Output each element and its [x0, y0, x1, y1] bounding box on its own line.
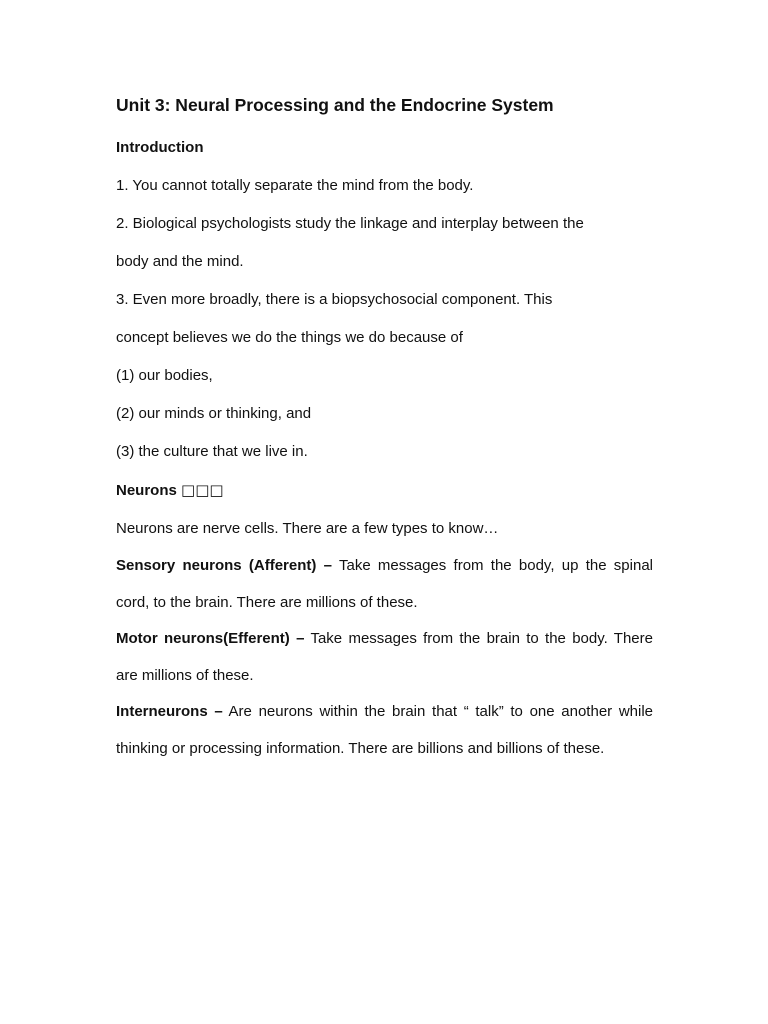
neurons-heading-text: Neurons	[116, 482, 177, 499]
motor-neurons-text: Take messages from the brain to the body. There are millions of these.	[116, 630, 653, 684]
intro-line-4: 3. Even more broadly, there is a biopsychosocial component. This	[116, 291, 553, 308]
intro-line-2: 2. Biological psychologists study the linkage and interplay between the	[116, 215, 584, 232]
interneurons-paragraph	[116, 694, 653, 767]
neurons-intro: Neurons are nerve cells. There are a few types to know…	[116, 520, 499, 537]
intro-line-6: (1) our bodies,	[116, 367, 213, 384]
neurons-heading	[116, 471, 653, 510]
intro-line-1: 1. You cannot totally separate the mind from the body.	[116, 177, 474, 194]
document-page	[116, 93, 653, 767]
motor-neurons-term: Motor neurons(Efferent) –	[116, 630, 305, 647]
intro-line-3: body and the mind.	[116, 253, 244, 270]
interneurons-text: Are neurons within the brain that “ talk” to one another while thinking or processing information. There are billions and billions of these.	[116, 703, 654, 757]
intro-line-7: (2) our minds or thinking, and	[116, 405, 312, 422]
sensory-neurons-term: Sensory neurons (Afferent) –	[116, 557, 332, 574]
motor-neurons-paragraph	[116, 621, 653, 694]
document-title: Unit 3: Neural Processing and the Endocrine System	[116, 95, 554, 115]
introduction-heading: Introduction	[116, 139, 204, 156]
sensory-neurons-text: Take messages from the body, up the spinal cord, to the brain. There are millions of these.	[116, 557, 653, 611]
missing-glyph-boxes: □□□	[181, 481, 224, 499]
sensory-neurons-paragraph	[116, 548, 653, 621]
intro-line-5: concept believes we do the things we do because of	[116, 329, 463, 346]
intro-line-8: (3) the culture that we live in.	[116, 443, 308, 460]
interneurons-term: Interneurons –	[116, 703, 223, 720]
